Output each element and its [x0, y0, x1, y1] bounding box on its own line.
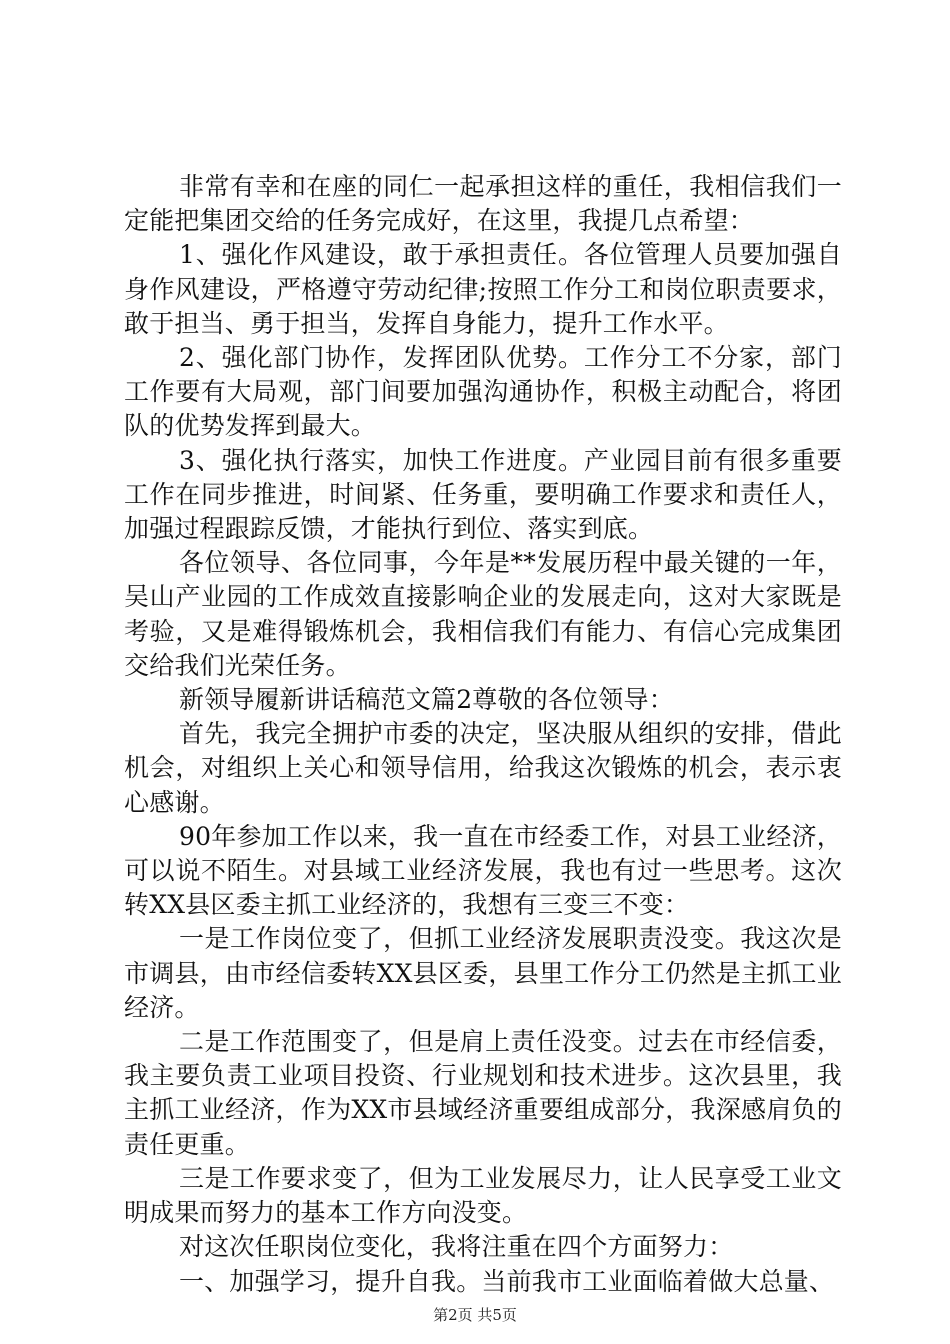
paragraph-4: 3、强化执行落实，加快工作进度。产业园目前有很多重要工作在同步推进，时间紧、任务重，要明确工作要求和责任人，加强过程跟踪反馈，才能执行到位、落实到底。 [124, 445, 842, 544]
paragraph-10: 二是工作范围变了，但是肩上责任没变。过去在市经信委，我主要负责工业项目投资、行业规划和技术进步。这次县里，我主抓工业经济，作为XX市县域经济重要组成部分，我深感肩负的责任更重。 [124, 1027, 842, 1159]
body-text [124, 170, 842, 1299]
paragraph-12: 对这次任职岗位变化，我将注重在四个方面努力： [179, 1232, 734, 1262]
paragraph-6: 新领导履新讲话稿范文篇2尊敬的各位领导： [179, 685, 674, 715]
paragraph-3: 2、强化部门协作，发挥团队优势。工作分工不分家，部门工作要有大局观，部门间要加强沟通协作，积极主动配合，将团队的优势发挥到最大。 [124, 343, 842, 441]
paragraph-8: 90年参加工作以来，我一直在市经委工作，对县工业经济，可以说不陌生。对县域工业经济发展，我也有过一些思考。这次转XX县区委主抓工业经济的，我想有三变三不变： [124, 821, 842, 920]
paragraph-7: 首先，我完全拥护市委的决定，坚决服从组织的安排，借此机会，对组织上关心和领导信用，给我这次锻炼的机会，表示衷心感谢。 [124, 719, 842, 817]
paragraph-13: 一、加强学习，提升自我。当前我市工业面临着做大总量、 [179, 1266, 835, 1296]
page-footer: 第2页 共5页 [433, 1306, 517, 1324]
paragraph-5: 各位领导、各位同事，今年是**发展历程中最关键的一年，吴山产业园的工作成效直接影响企业的发展走向，这对大家既是考验，又是难得锻炼机会，我相信我们有能力、有信心完成集团交给我们光荣任务。 [124, 548, 842, 680]
paragraph-2: 1、强化作风建设，敢于承担责任。各位管理人员要加强自身作风建设，严格遵守劳动纪律;按照工作分工和岗位职责要求，敢于担当、勇于担当，发挥自身能力，提升工作水平。 [124, 240, 842, 338]
paragraph-1: 非常有幸和在座的同仁一起承担这样的重任，我相信我们一定能把集团交给的任务完成好，在这里，我提几点希望： [124, 172, 842, 236]
paragraph-9: 一是工作岗位变了，但抓工业经济发展职责没变。我这次是市调县，由市经信委转XX县区委，县里工作分工仍然是主抓工业经济。 [124, 924, 842, 1022]
paragraph-11: 三是工作要求变了，但为工业发展尽力，让人民享受工业文明成果而努力的基本工作方向没变。 [124, 1163, 842, 1228]
